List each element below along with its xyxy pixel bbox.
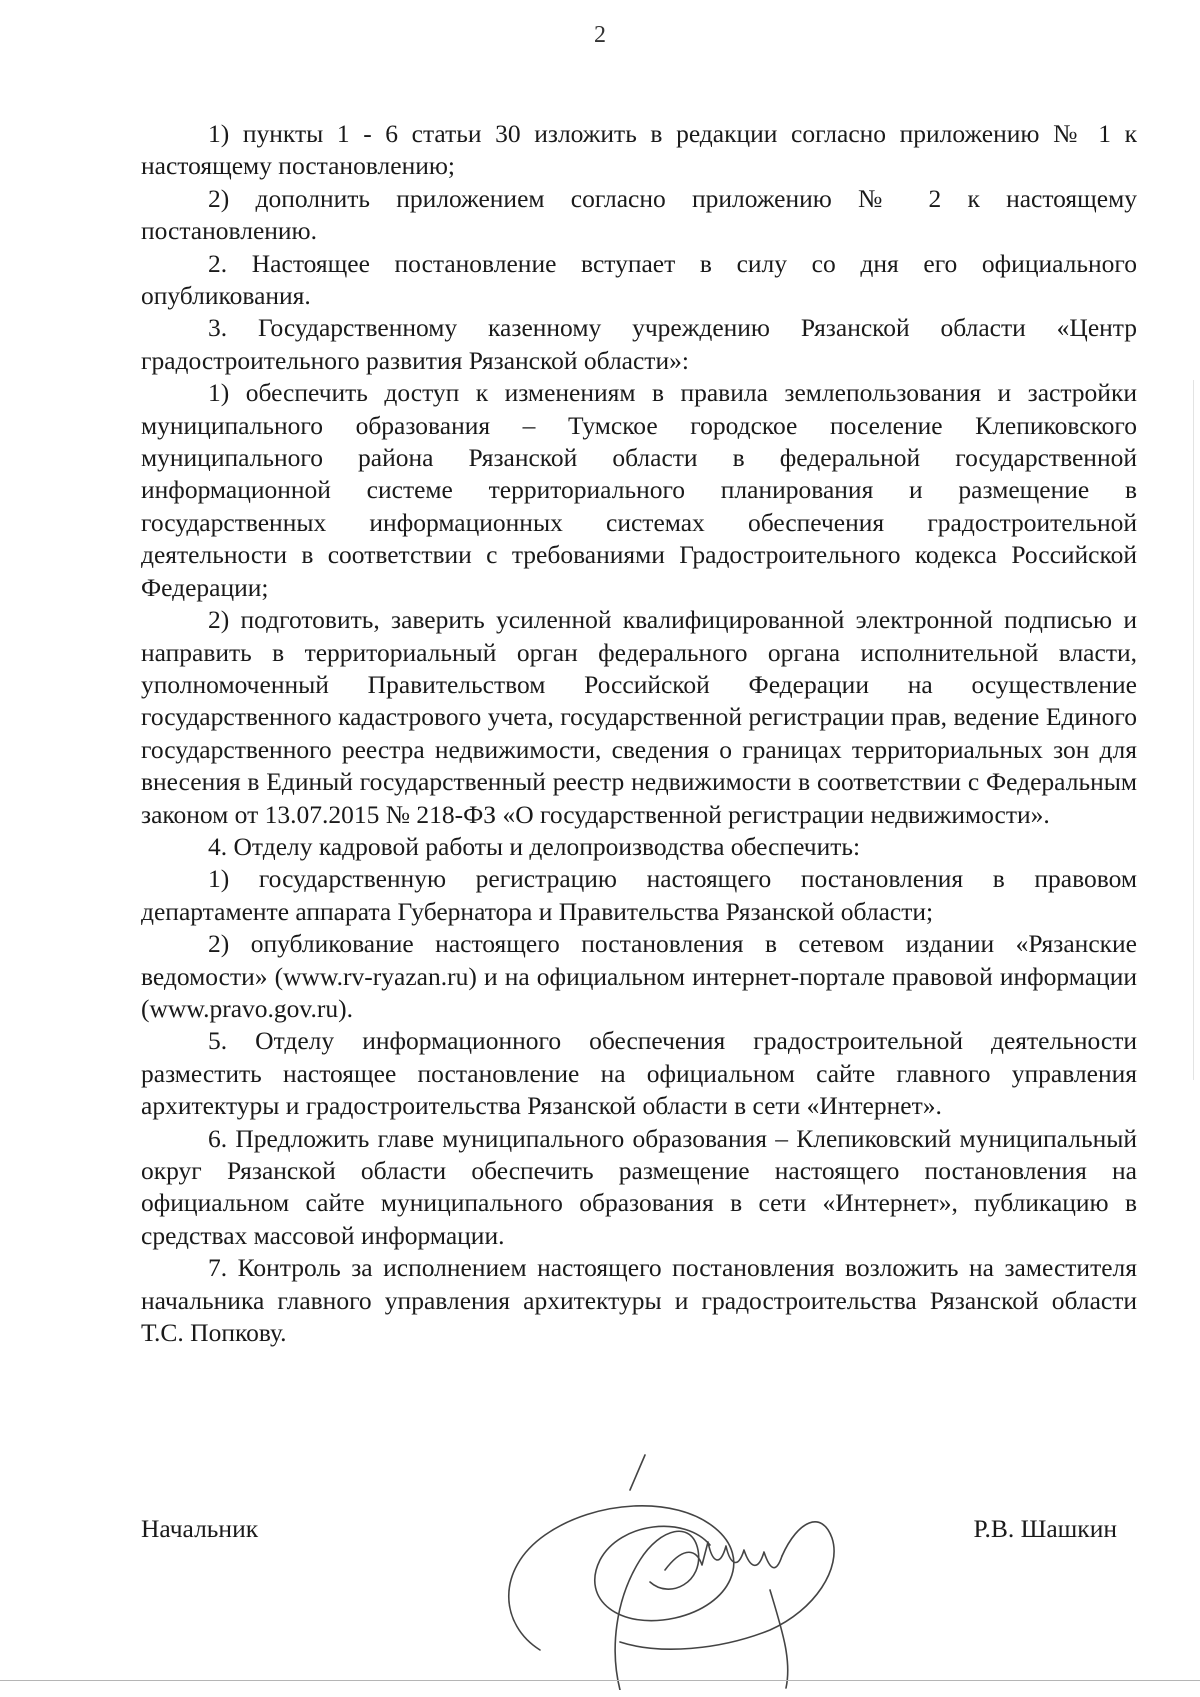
handwritten-signature [470,1450,890,1690]
signer-name: Р.В. Шашкин [973,1514,1117,1543]
paragraph-7: 7. Контроль за исполнением настоящего постановления возложить на заместителя начальника главного управления архитектуры и градостроительства Рязанской области Т.С. Попкову. [141,1253,1137,1348]
scan-edge-line [1193,380,1194,1080]
paragraph-3-1: 1) обеспечить доступ к изменениям в правила землепользования и застройки муниципального образования – Тумское городское поселение Клепиковского муниципального района Рязанской области в федеральной государственной информационной системе территориального планирования и размещение в государственных информационных системах обеспечения градостроительной деятельности в соответствии с требованиями Градостроительного кодекса Российской Федерации; [141,378,1137,602]
document-body [141,118,1137,1349]
paragraph-3: 3. Государственному казенному учреждению Рязанской области «Центр градостроительного развития Рязанской области»: [141,313,1137,375]
paragraph-1-2: 2) дополнить приложением согласно приложению № 2 к настоящему постановлению. [141,183,1137,246]
scan-border-line [0,1680,1200,1681]
paragraph-5: 5. Отделу информационного обеспечения градостроительной деятельности разместить настоящее постановление на официальном сайте главного управления архитектуры и градостроительства Рязанской области в сети «Интернет». [141,1026,1137,1121]
paragraph-3-2: 2) подготовить, заверить усиленной квалифицированной электронной подписью и направить в территориальный орган федерального органа исполнительной власти, уполномоченный Правительством Российской Федерации на осуществление государственного кадастрового учета, государственной регистрации прав, ведение Единого государственного реестра недвижимости, сведения о границах территориальных зон для внесения в Единый государственный реестр недвижимости в соответствии с Федеральным законом от 13.07.2015 № 218-ФЗ «О государственной регистрации недвижимости». [141,605,1137,829]
paragraph-2: 2. Настоящее постановление вступает в силу со дня его официального опубликования. [141,248,1137,311]
paragraph-4-2: 2) опубликование настоящего постановления в сетевом издании «Рязанские ведомости» (www.rv-ryazan.ru) и на официальном интернет-портале правовой информации (www.pravo.gov.ru). [141,929,1137,1023]
paragraph-4-1: 1) государственную регистрацию настоящего постановления в правовом департаменте аппарата Губернатора и Правительства Рязанской области; [141,864,1137,926]
paragraph-6: 6. Предложить главе муниципального образования – Клепиковский муниципальный округ Рязанской области обеспечить размещение настоящего постановления на официальном сайте муниципального образования в сети «Интернет», публикацию в средствах массовой информации. [141,1123,1137,1250]
signer-title: Начальник [141,1514,259,1543]
paragraph-4: 4. Отделу кадровой работы и делопроизводства обеспечить: [208,831,861,861]
page-number: 2 [594,22,606,48]
paragraph-1-1: 1) пункты 1 - 6 статьи 30 изложить в редакции согласно приложению № 1 к настоящему постановлению; [141,119,1137,181]
